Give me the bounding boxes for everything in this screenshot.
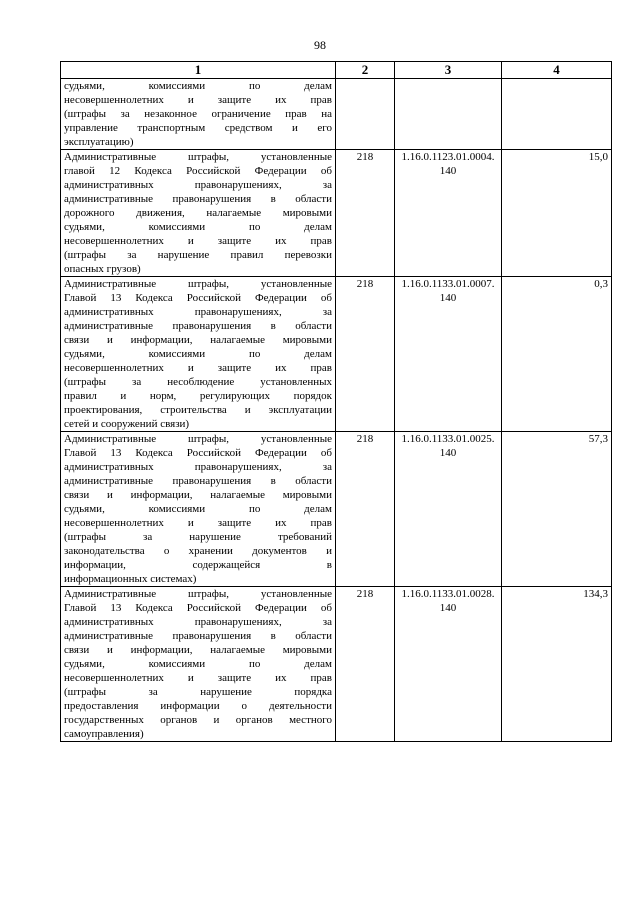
table-row xyxy=(61,79,612,150)
description-line: судьями, комиссиями по делам xyxy=(64,503,332,515)
description-line: административные правонарушения в области xyxy=(64,630,332,642)
amount-cell: 57,3 xyxy=(502,432,612,587)
description-line: (штрафы за нарушение порядка xyxy=(64,686,332,698)
budget-classification-code-cell: 1.16.0.1133.01.0007. 140 xyxy=(395,277,502,432)
administrator-code-cell xyxy=(336,79,395,150)
description-line: связи и информации, налагаемые мировыми xyxy=(64,644,332,656)
description-line: судьями, комиссиями по делам xyxy=(64,348,332,360)
description-line: административные правонарушения в области xyxy=(64,193,332,205)
description-line: несовершеннолетних и защите их прав xyxy=(64,235,332,247)
page-number: 98 xyxy=(314,38,326,52)
description-line: предоставления информации о деятельности xyxy=(64,700,332,712)
description-line: судьями, комиссиями по делам xyxy=(64,80,332,92)
table-row xyxy=(61,432,612,587)
description-line: административных правонарушениях, за xyxy=(64,306,332,318)
description-line: эксплуатацию) xyxy=(64,136,134,148)
description-line: (штрафы за несоблюдение установленных xyxy=(64,376,332,388)
administrator-code-cell: 218 xyxy=(336,150,395,277)
table-header-row xyxy=(61,62,612,79)
administrator-code-cell: 218 xyxy=(336,432,395,587)
amount-cell xyxy=(502,79,612,150)
description-line: главой 12 Кодекса Российской Федерации об xyxy=(64,165,332,177)
administrator-code-cell: 218 xyxy=(336,587,395,742)
description-line: связи и информации, налагаемые мировыми xyxy=(64,334,332,346)
description-line: информации, содержащейся в xyxy=(64,559,332,571)
description-line: несовершеннолетних и защите их прав xyxy=(64,362,332,374)
description-line: управление транспортным средством и его xyxy=(64,122,332,134)
description-line: сетей и сооружений связи) xyxy=(64,418,190,430)
table-body xyxy=(61,79,612,742)
description-line: административных правонарушениях, за xyxy=(64,616,332,628)
description-line: правил и норм, регулирующих порядок xyxy=(64,390,332,402)
description-line: административных правонарушениях, за xyxy=(64,179,332,191)
fine-description-cell xyxy=(61,432,336,587)
fine-description-cell xyxy=(61,150,336,277)
table-row xyxy=(61,150,612,277)
description-line: (штрафы за нарушение требований xyxy=(64,531,332,543)
description-line: дорожного движения, налагаемые мировыми xyxy=(64,207,332,219)
budget-classification-code-cell: 1.16.0.1133.01.0025. 140 xyxy=(395,432,502,587)
description-line: Административные штрафы, установленные xyxy=(64,433,332,445)
budget-table xyxy=(60,61,612,742)
table-row xyxy=(61,587,612,742)
description-line: административные правонарушения в области xyxy=(64,475,332,487)
column-header-3: 3 xyxy=(395,62,502,79)
description-line: Главой 13 Кодекса Российской Федерации об xyxy=(64,292,332,304)
description-line: судьями, комиссиями по делам xyxy=(64,221,332,233)
description-line: несовершеннолетних и защите их прав xyxy=(64,94,332,106)
description-line: связи и информации, налагаемые мировыми xyxy=(64,489,332,501)
description-line: государственных органов и органов местного xyxy=(64,714,332,726)
description-line: самоуправления) xyxy=(64,728,144,740)
description-line: информационных системах) xyxy=(64,573,197,585)
description-line: законодательства о хранении документов и xyxy=(64,545,332,557)
budget-classification-code-cell xyxy=(395,79,502,150)
description-line: несовершеннолетних и защите их прав xyxy=(64,672,332,684)
description-line: проектирования, строительства и эксплуатации xyxy=(64,404,332,416)
administrator-code-cell: 218 xyxy=(336,277,395,432)
description-line: судьями, комиссиями по делам xyxy=(64,658,332,670)
description-line: Административные штрафы, установленные xyxy=(64,151,332,163)
amount-cell: 15,0 xyxy=(502,150,612,277)
fine-description-cell xyxy=(61,79,336,150)
column-header-4: 4 xyxy=(502,62,612,79)
description-line: (штрафы за нарушение правил перевозки xyxy=(64,249,332,261)
column-header-1: 1 xyxy=(61,62,336,79)
budget-classification-code-cell: 1.16.0.1133.01.0028. 140 xyxy=(395,587,502,742)
description-line: административные правонарушения в области xyxy=(64,320,332,332)
description-line: Административные штрафы, установленные xyxy=(64,588,332,600)
description-line: (штрафы за незаконное ограничение прав на xyxy=(64,108,332,120)
column-header-2: 2 xyxy=(336,62,395,79)
description-line: Главой 13 Кодекса Российской Федерации об xyxy=(64,602,332,614)
fine-description-cell xyxy=(61,587,336,742)
table-row xyxy=(61,277,612,432)
description-line: опасных грузов) xyxy=(64,263,141,275)
description-line: административных правонарушениях, за xyxy=(64,461,332,473)
amount-cell: 0,3 xyxy=(502,277,612,432)
fine-description-cell xyxy=(61,277,336,432)
description-line: несовершеннолетних и защите их прав xyxy=(64,517,332,529)
budget-classification-code-cell: 1.16.0.1123.01.0004. 140 xyxy=(395,150,502,277)
description-line: Административные штрафы, установленные xyxy=(64,278,332,290)
description-line: Главой 13 Кодекса Российской Федерации об xyxy=(64,447,332,459)
amount-cell: 134,3 xyxy=(502,587,612,742)
